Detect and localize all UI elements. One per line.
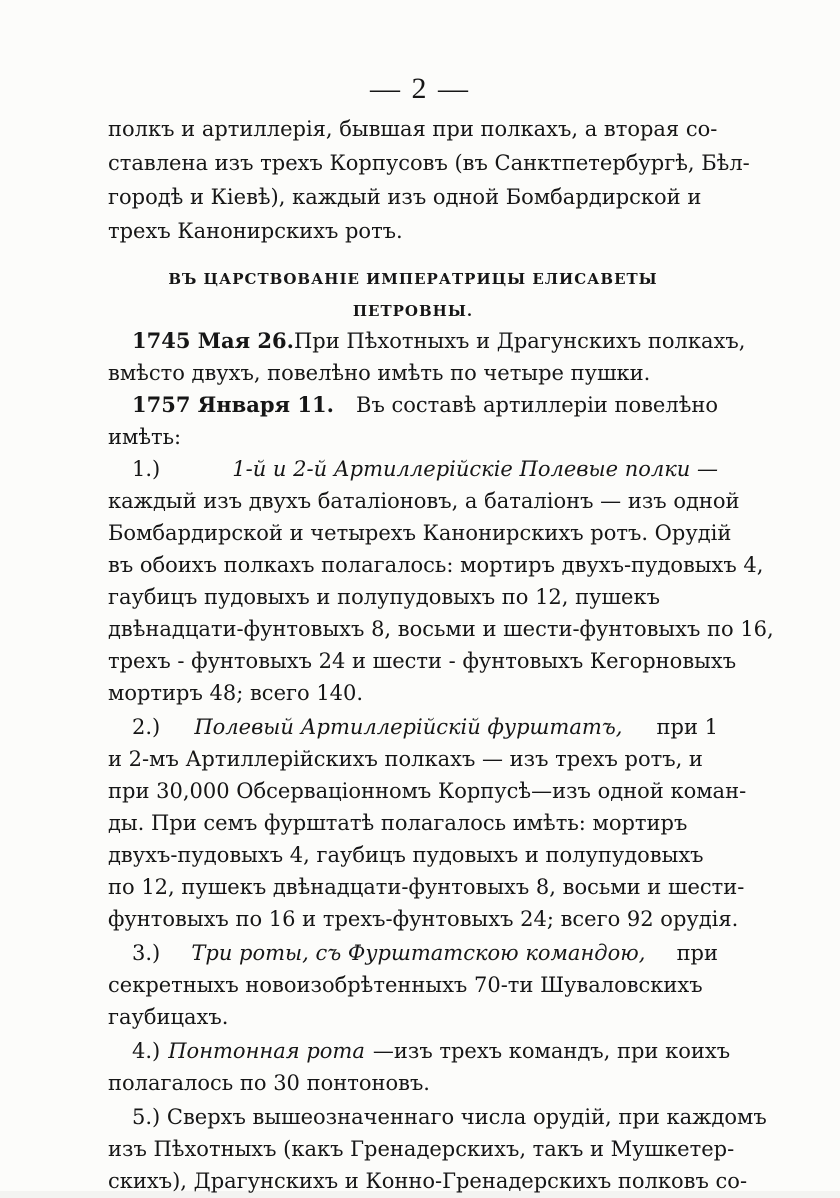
item-title: Три роты, съ Фурштатскою командою, bbox=[191, 941, 646, 965]
item-number: 1.) bbox=[132, 457, 161, 481]
text-line bbox=[132, 936, 718, 970]
item-number: 3.) bbox=[132, 941, 161, 965]
text-line: гаубицъ пудовыхъ и полупудовыхъ по 12, пушекъ bbox=[108, 585, 660, 609]
text-line bbox=[132, 710, 718, 744]
text-line bbox=[132, 1034, 731, 1068]
section-heading-line2: ПЕТРОВНЫ. bbox=[352, 302, 474, 320]
text-line bbox=[132, 324, 746, 358]
text-line: изъ Пѣхотныхъ (какъ Гренадерскихъ, такъ и Мушкетер- bbox=[108, 1137, 735, 1161]
item-number: 2.) bbox=[132, 715, 161, 739]
text-line: каждый изъ двухъ баталіоновъ, а баталіонъ — изъ одной bbox=[108, 489, 740, 513]
text-line: городѣ и Кіевѣ), каждый изъ одной Бомбардирской и bbox=[108, 185, 702, 209]
text-line: скихъ), Драгунскихъ и Конно-Гренадерскихъ полковъ со- bbox=[108, 1169, 748, 1193]
text-line: трехъ Канонирскихъ ротъ. bbox=[108, 219, 403, 243]
text-line: полкъ и артиллерія, бывшая при полкахъ, а вторая со- bbox=[108, 117, 718, 141]
text-line: ды. При семъ фурштатѣ полагалось имѣть: мортиръ bbox=[108, 811, 688, 835]
entry-text: —изъ трехъ командъ, при коихъ bbox=[372, 1039, 731, 1063]
text-line: двухъ-пудовыхъ 4, гаубицъ пудовыхъ и полупудовыхъ bbox=[108, 843, 704, 867]
text-line: мортиръ 48; всего 140. bbox=[108, 681, 364, 705]
text-line: гаубицахъ. bbox=[108, 1005, 229, 1029]
entry-text: при bbox=[676, 941, 718, 965]
text-line: двѣнадцати-фунтовыхъ 8, восьми и шести-фунтовыхъ по 16, bbox=[108, 617, 774, 641]
entry-text: Въ составѣ артиллеріи повелѣно bbox=[356, 393, 718, 417]
item-title: Понтонная рота bbox=[168, 1039, 365, 1063]
text-line: ставлена изъ трехъ Корпусовъ (въ Санктпетербургѣ, Бѣл- bbox=[108, 151, 750, 175]
item-title: Полевый Артиллерійскій фурштатъ, bbox=[194, 715, 623, 739]
entry-date: 1757 Января 11. bbox=[132, 392, 334, 417]
text-line: Бомбардирской и четырехъ Канонирскихъ ротъ. Орудій bbox=[108, 521, 732, 545]
item-title: 1-й и 2-й Артиллерійскіе Полевые полки — bbox=[232, 457, 718, 481]
text-line: секретныхъ новоизобрѣтенныхъ 70-ти Шуваловскихъ bbox=[108, 973, 703, 997]
entry-date: 1745 Мая 26. bbox=[132, 328, 294, 353]
section-heading-line1: ВЪ ЦАРСТВОВАНІЕ ИМПЕРАТРИЦЫ ЕЛИСАВЕТЫ bbox=[168, 270, 658, 288]
text-line: при 30,000 Обсерваціонномъ Корпусѣ—изъ одной коман- bbox=[108, 779, 747, 803]
text-line: имѣть: bbox=[108, 425, 182, 449]
text-line: вмѣсто двухъ, повелѣно имѣть по четыре пушки. bbox=[108, 361, 651, 385]
text-line: 5.) Сверхъ вышеозначеннаго числа орудій, при каждомъ bbox=[132, 1105, 767, 1129]
page-number: — 2 — bbox=[370, 72, 470, 105]
item-number: 4.) bbox=[132, 1039, 161, 1063]
text-line: по 12, пушекъ двѣнадцати-фунтовыхъ 8, восьми и шести- bbox=[108, 875, 745, 899]
entry-text: при 1 bbox=[656, 715, 718, 739]
text-line bbox=[132, 452, 718, 486]
text-line: трехъ - фунтовыхъ 24 и шести - фунтовыхъ Кегорновыхъ bbox=[108, 649, 737, 673]
text-line: фунтовыхъ по 16 и трехъ-фунтовыхъ 24; всего 92 орудія. bbox=[108, 907, 739, 931]
text-line: полагалось по 30 понтоновъ. bbox=[108, 1071, 430, 1095]
entry-text: При Пѣхотныхъ и Драгунскихъ полкахъ, bbox=[293, 329, 746, 353]
text-line: и 2-мъ Артиллерійскихъ полкахъ — изъ трехъ ротъ, и bbox=[108, 747, 703, 771]
text-line: въ обоихъ полкахъ полагалось: мортиръ двухъ-пудовыхъ 4, bbox=[108, 553, 764, 577]
text-line bbox=[132, 388, 718, 422]
